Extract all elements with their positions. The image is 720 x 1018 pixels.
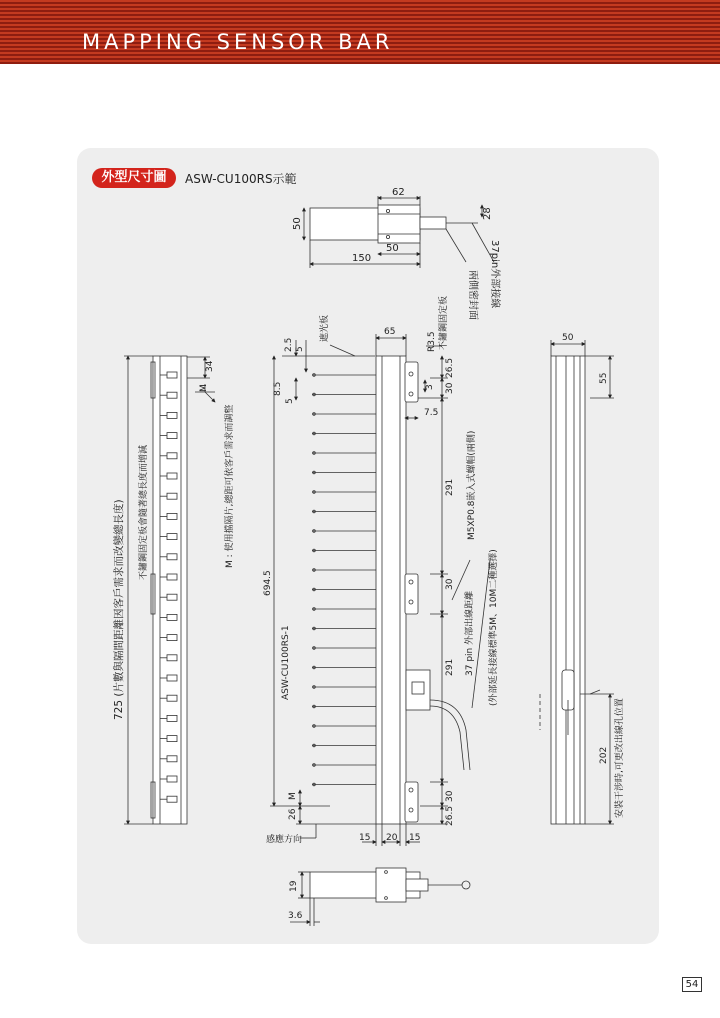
top-view xyxy=(304,196,494,268)
note-stainless-plate: 不鏽鋼固定板 xyxy=(439,295,449,350)
model-caption: ASW-CU100RS示範 xyxy=(185,172,297,186)
dim-m: M xyxy=(199,384,209,392)
note-37pin-distance: 37 pin 外部出線距離 xyxy=(465,590,475,676)
dim-291-lower: 291 xyxy=(445,658,455,676)
dim-150: 150 xyxy=(352,253,372,264)
bottom-view xyxy=(290,868,470,926)
note-m5-holes: M5XP0.8嵌入式螺帽(兩側) xyxy=(467,430,477,540)
dim-15-right: 15 xyxy=(409,833,421,843)
dim-30-mid: 30 xyxy=(445,578,455,590)
note-sensing-direction: 感應方向 xyxy=(266,835,303,845)
dim-26: 26 xyxy=(288,808,298,820)
dim-694-5: 694.5 xyxy=(263,570,273,596)
dim-202: 202 xyxy=(599,746,609,764)
dim-26-5-top: 26.5 xyxy=(445,357,455,378)
dim-50-right: 50 xyxy=(562,333,574,343)
dim-50-side: 50 xyxy=(292,217,303,230)
dim-3: 3 xyxy=(425,384,435,390)
page-number: 54 xyxy=(682,977,702,992)
note-connector: 37pin外部接線 xyxy=(489,240,500,309)
note-extension: (外部延長接線標準5M、10M二種選擇) xyxy=(489,549,499,706)
dim-30-top: 30 xyxy=(445,382,455,394)
front-view xyxy=(270,334,490,846)
note-m-spacing: M : 使用擋隔片,總距可依客戶需求而調整 xyxy=(225,404,235,568)
dim-3-6: 3.6 xyxy=(288,911,303,921)
dim-65: 65 xyxy=(384,327,396,337)
note-stainless-fixing: 不鏽鋼固定板會隨著總長度而增減 xyxy=(139,444,149,580)
dim-8-5: 8.5 xyxy=(273,381,283,396)
note-mounting: 安裝干涉時,可更改出線孔位置 xyxy=(615,698,625,818)
dim-55: 55 xyxy=(599,372,609,384)
dim-15-left: 15 xyxy=(359,833,371,843)
page-title: MAPPING SENSOR BAR xyxy=(82,30,394,54)
dim-28: 28 xyxy=(482,207,493,220)
left-view xyxy=(124,356,215,824)
dim-2-5: 2.5 xyxy=(284,337,294,352)
model-label: ASW-CU100RS-1 xyxy=(281,625,291,700)
note-total-length: 725 (片數與隔間距離因客戶需求而改變總長度) xyxy=(113,499,125,720)
dim-30-bottom: 30 xyxy=(445,790,455,802)
note-shading-plate: 遮光板 xyxy=(320,314,330,342)
dim-20: 20 xyxy=(386,833,398,843)
dim-19: 19 xyxy=(289,880,299,892)
dim-r3-5: R3.5 xyxy=(427,331,437,352)
note-seal-plate: 兩側密封面 xyxy=(467,270,478,320)
dim-26-5-bottom: 26.5 xyxy=(445,805,455,826)
dim-291-upper: 291 xyxy=(445,478,455,496)
dim-50: 50 xyxy=(386,243,399,254)
dim-62: 62 xyxy=(392,187,405,198)
dim-m-bottom: M xyxy=(288,792,298,800)
section-badge: 外型尺寸圖 xyxy=(92,168,176,188)
dim-5-mid: 5 xyxy=(285,398,295,404)
dim-34: 34 xyxy=(205,360,215,372)
dim-5-top: 5 xyxy=(295,346,305,352)
dim-7-5: 7.5 xyxy=(424,408,439,418)
